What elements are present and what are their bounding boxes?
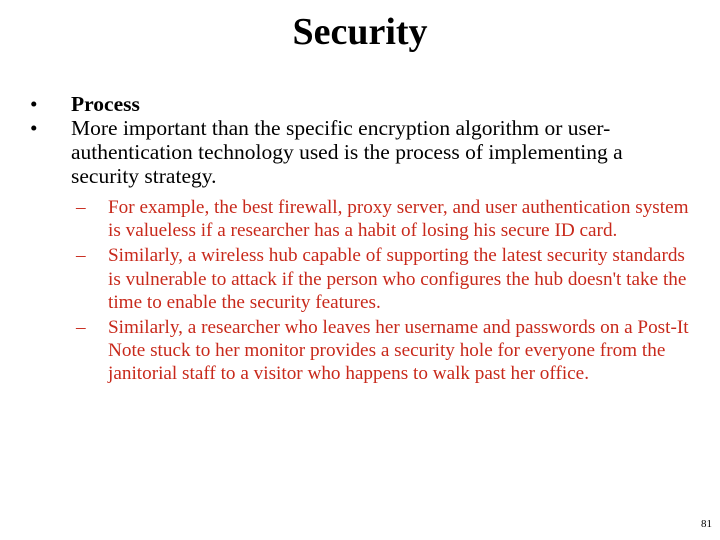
sub-bullet-text: For example, the best firewall, proxy server, and user authentication system is valueless if a researcher has a habit of losing his secure ID card. <box>108 197 689 242</box>
page-number: 81 <box>701 518 712 530</box>
slide-title: Security <box>292 11 428 53</box>
bullet-marker: • <box>30 116 38 140</box>
sub-bullet-text: Similarly, a wireless hub capable of supporting the latest security standards is vulnerable to attack if the person who configures the hub doesn't take the time to enable the security features. <box>108 245 687 313</box>
bullet-text: Process <box>71 92 140 116</box>
sub-bullet-item-post-it <box>76 316 690 386</box>
sub-bullet-item-wireless-hub <box>76 244 690 314</box>
bullet-marker: • <box>30 92 38 116</box>
sub-bullet-list <box>71 196 690 386</box>
bullet-list <box>30 92 690 388</box>
bullet-item-process <box>30 92 690 116</box>
bullet-item-importance <box>30 116 690 386</box>
sub-bullet-marker: – <box>76 197 86 218</box>
sub-bullet-marker: – <box>76 245 86 267</box>
bullet-text: More important than the specific encryption algorithm or user-authentication technology used is the process of implementing a security strategy. <box>71 116 623 188</box>
sub-bullet-marker: – <box>76 317 86 339</box>
sub-bullet-text: Similarly, a researcher who leaves her username and passwords on a Post-It Note stuck to her monitor provides a security hole for everyone from the janitorial staff to a visitor who happens to walk past her office. <box>108 317 689 385</box>
sub-bullet-item-firewall <box>76 196 690 242</box>
